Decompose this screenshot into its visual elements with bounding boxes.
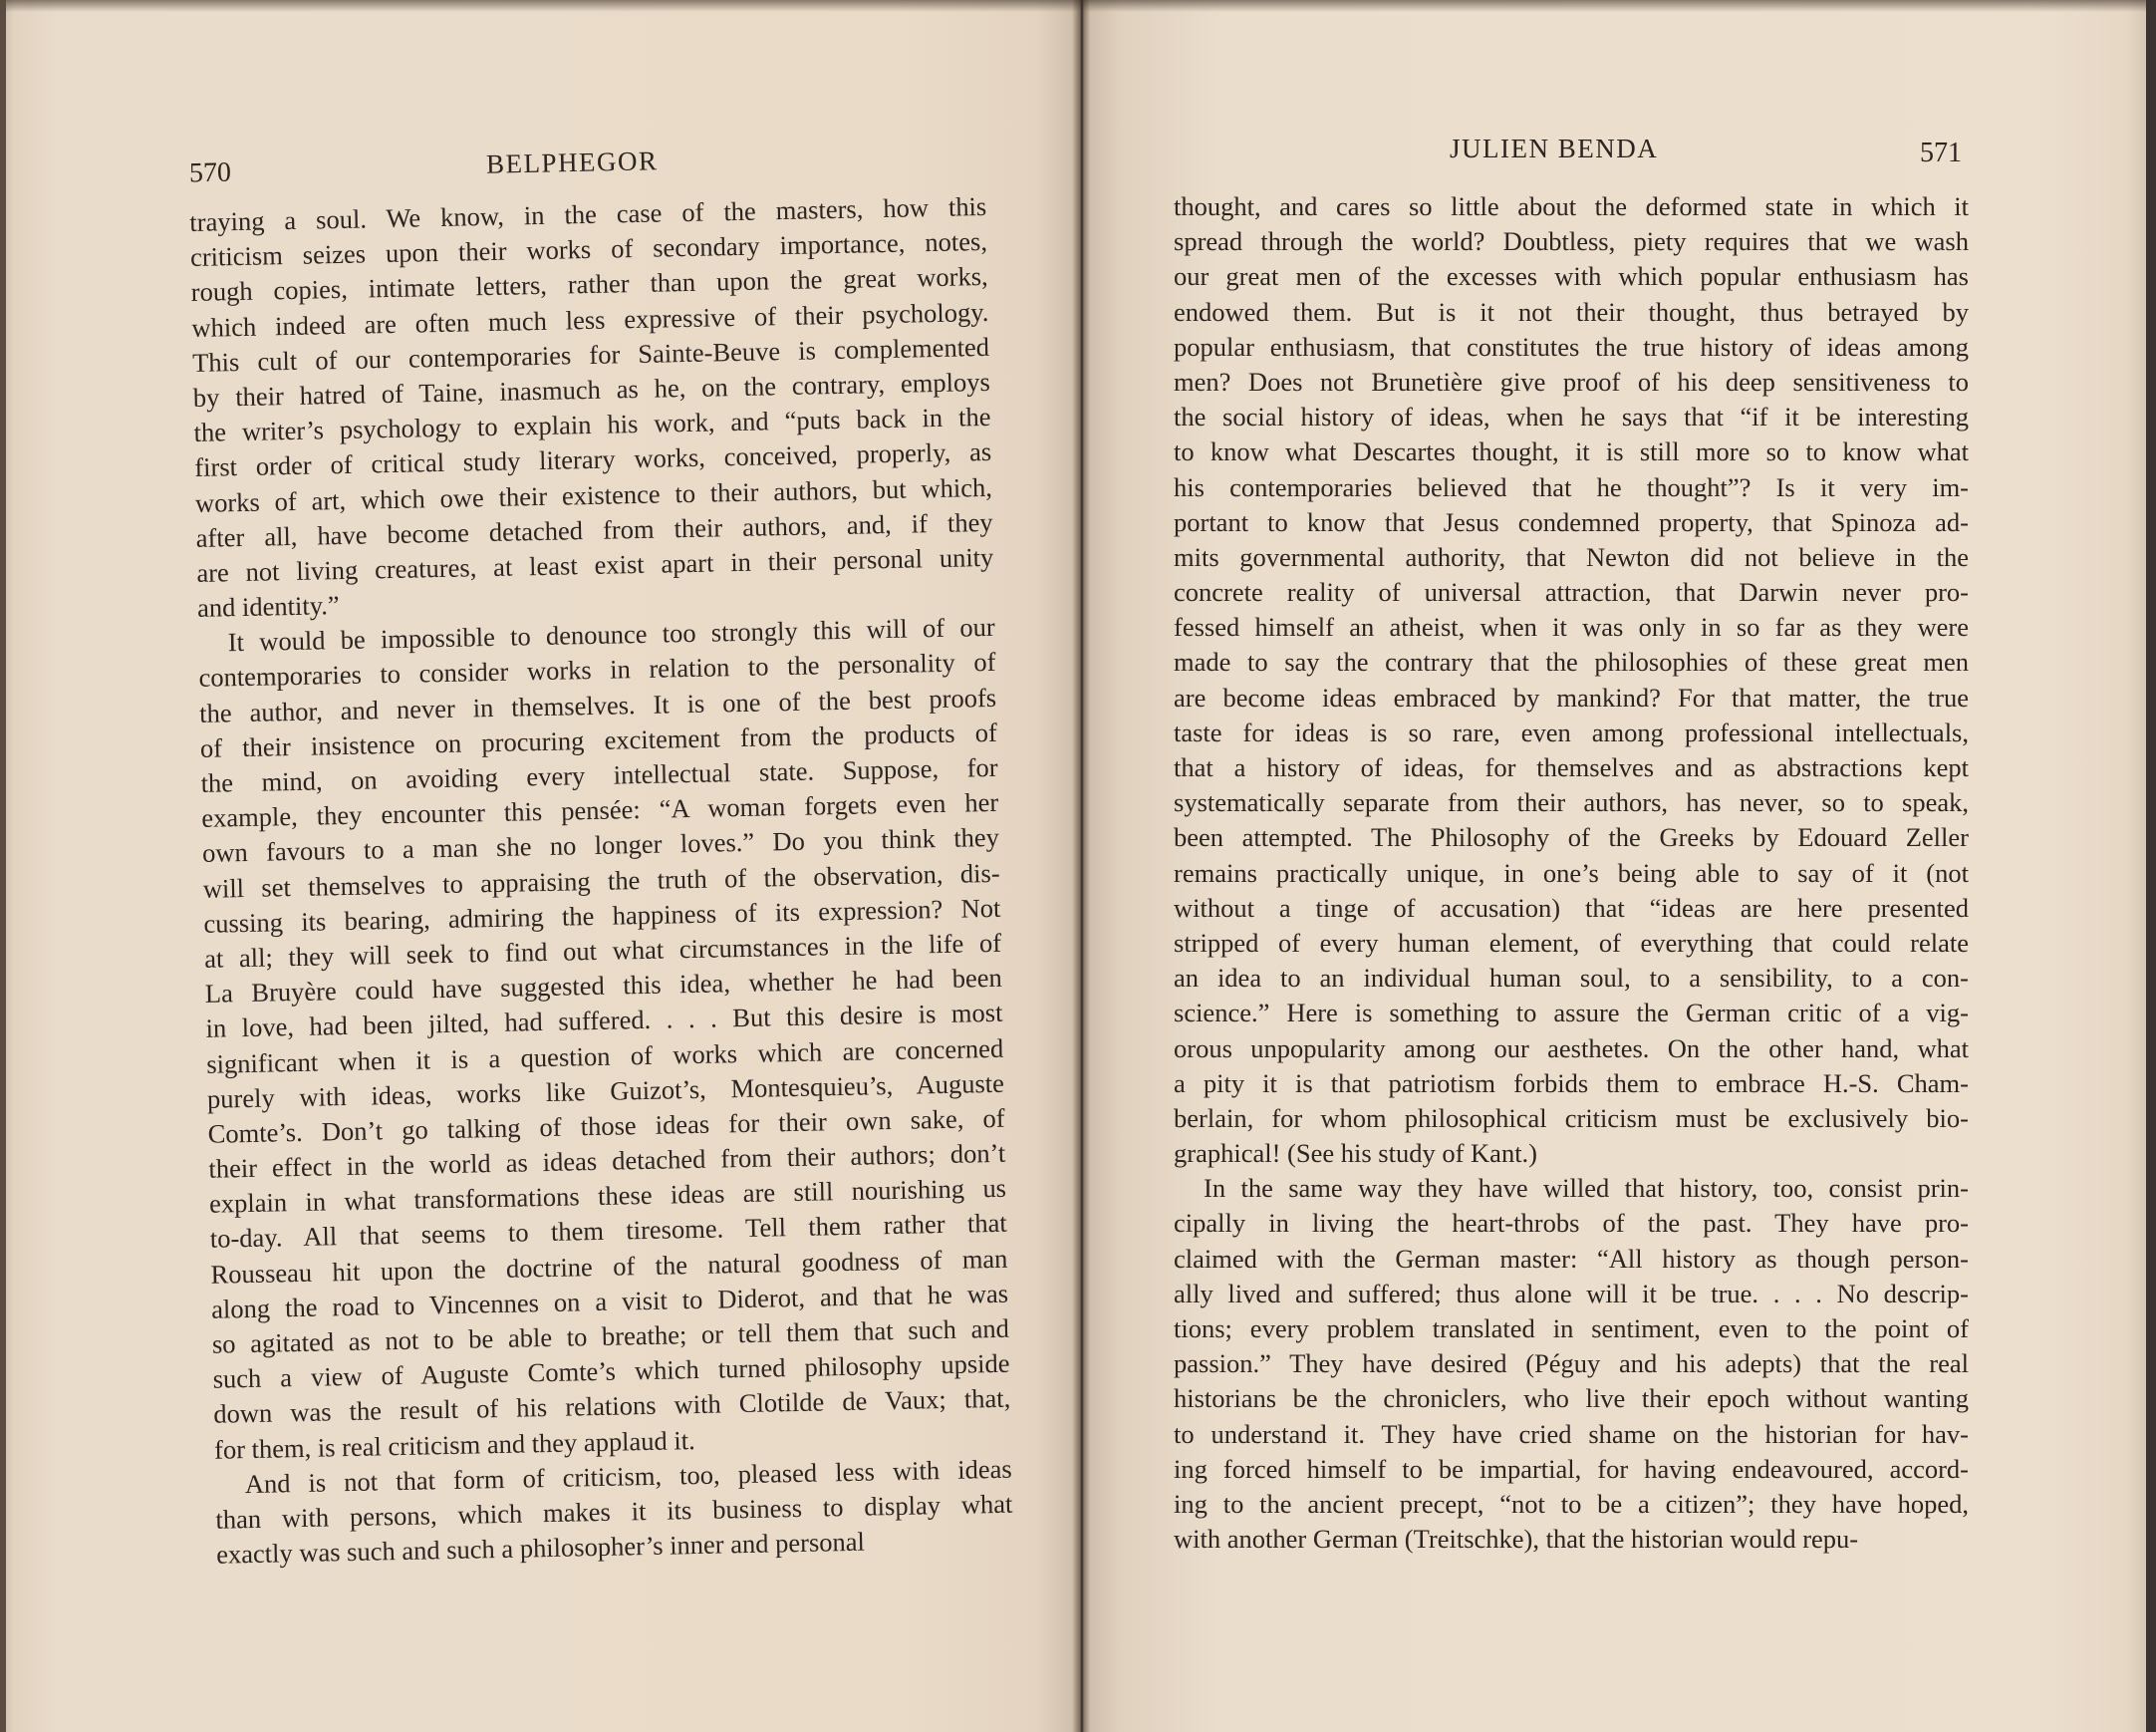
text-line: significant when it is a question of works which are concerned bbox=[205, 1032, 1004, 1079]
text-line: for them, is real criticism and they applaud it. bbox=[213, 1424, 696, 1465]
text-line: ing to the ancient precept, “not to be a citizen”; they have hoped, bbox=[1174, 1488, 1969, 1519]
text-line: the writer’s psychology to explain his work, and “puts back in the bbox=[193, 402, 991, 448]
text-line: the social history of ideas, when he says that “if it be interesting bbox=[1174, 402, 1969, 433]
text-line: taste for ideas is so rare, even among professional intellectuals, bbox=[1174, 717, 1969, 747]
top-shadow bbox=[0, 0, 2156, 12]
text-line: popular enthusiasm, that constitutes the true history of ideas among bbox=[1174, 331, 1969, 362]
text-line: rough copies, intimate letters, rather than upon the great works, bbox=[190, 261, 988, 308]
text-line: graphical! (See his study of Kant.) bbox=[1174, 1138, 1538, 1169]
book-gutter bbox=[1072, 0, 1090, 1732]
text-line: to understand it. They have cried shame on the historian for hav- bbox=[1174, 1418, 1969, 1449]
text-line: with another German (Treitschke), that the historian would repu- bbox=[1174, 1524, 1859, 1555]
text-line: than with persons, which makes it its business to display what bbox=[215, 1488, 1013, 1535]
text-line: concrete reality of universal attraction, that Darwin never pro- bbox=[1174, 577, 1969, 608]
text-line: spread through the world? Doubtless, piety requires that we wash bbox=[1174, 226, 1969, 257]
text-line: passion.” They have desired (Péguy and his adepts) that the real bbox=[1174, 1348, 1969, 1379]
text-line: historians be the chroniclers, who live their epoch without wanting bbox=[1174, 1383, 1969, 1414]
text-line: traying a soul. We know, in the case of the masters, how this bbox=[189, 190, 987, 237]
text-line: are not living creatures, at least exist apart in their personal unity bbox=[196, 541, 994, 588]
text-line: stripped of every human element, of everything that could relate bbox=[1174, 927, 1969, 958]
text-line: been attempted. The Philosophy of the Greeks by Edouard Zeller bbox=[1174, 822, 1969, 853]
text-line: ally lived and suffered; thus alone will it be true. . . . No descrip- bbox=[1174, 1278, 1969, 1308]
text-line: along the road to Vincennes on a visit to Diderot, and that he was bbox=[210, 1278, 1009, 1324]
text-line: criticism seizes upon their works of secondary importance, notes, bbox=[189, 226, 988, 273]
text-line: made to say the contrary that the philosophies of these great men bbox=[1174, 647, 1969, 678]
text-line: will set themselves to appraising the truth of the observation, dis- bbox=[202, 857, 1000, 904]
text-line: that a history of ideas, for themselves and as abstractions kept bbox=[1174, 752, 1969, 782]
text-line: his contemporaries believed that he thought”? Is it very im- bbox=[1174, 471, 1969, 502]
text-line: explain in what transformations these ideas are still nourishing us bbox=[208, 1172, 1007, 1220]
text-line: our great men of the excesses with which popular enthusiasm has bbox=[1174, 261, 1969, 292]
text-line: are become ideas embraced by mankind? For that matter, the true bbox=[1174, 682, 1969, 713]
text-line: In the same way they have willed that history, too, consist prin- bbox=[1204, 1173, 1969, 1204]
text-line: berlain, for whom philosophical criticism must be exclusively bio- bbox=[1174, 1102, 1969, 1133]
text-line: portant to know that Jesus condemned property, that Spinoza ad- bbox=[1174, 506, 1969, 537]
text-line: And is not that form of criticism, too, pleased less with ideas bbox=[244, 1453, 1012, 1499]
text-line: in love, had been jilted, had suffered. . . . But this desire is most bbox=[205, 998, 1003, 1044]
right-page bbox=[1081, 0, 2156, 1732]
text-line: to-day. All that seems to them tiresome. Tell them rather that bbox=[209, 1208, 1007, 1255]
text-line: remains practically unique, in one’s being able to say of it (not bbox=[1174, 857, 1969, 888]
running-head: BELPHEGOR bbox=[485, 145, 659, 179]
page-number: 570 bbox=[188, 156, 232, 189]
text-line: This cult of our contemporaries for Sainte-Beuve is complemented bbox=[191, 331, 990, 378]
text-line: thought, and cares so little about the deformed state in which it bbox=[1174, 191, 1969, 221]
text-line: a pity it is that patriotism forbids them to embrace H.-S. Cham- bbox=[1174, 1067, 1969, 1098]
text-line: ing forced himself to be impartial, for having endeavoured, accord- bbox=[1174, 1453, 1969, 1484]
text-line: to know what Descartes thought, it is still more so to know what bbox=[1174, 436, 1969, 467]
text-line: the author, and never in themselves. It is one of the best proofs bbox=[198, 682, 997, 728]
right-edge bbox=[2146, 0, 2156, 1732]
text-line: by their hatred of Taine, inasmuch as he, on the contrary, employs bbox=[192, 366, 991, 413]
text-line: of their insistence on procuring excitement from the products of bbox=[199, 717, 998, 763]
text-line: without a tinge of accusation) that “ideas are here presented bbox=[1174, 892, 1969, 923]
text-line: purely with ideas, works like Guizot’s, Montesquieu’s, Auguste bbox=[206, 1067, 1005, 1114]
text-line: claimed with the German master: “All history as though person- bbox=[1174, 1243, 1969, 1274]
text-line: at all; they will seek to find out what circumstances in the life of bbox=[203, 927, 1002, 974]
text-line: contemporaries to consider works in relation to the personality of bbox=[198, 647, 996, 694]
text-line: and identity.” bbox=[196, 590, 340, 623]
page-number: 571 bbox=[1920, 138, 1962, 168]
text-line: example, they encounter this pensée: “A woman forgets even her bbox=[201, 787, 999, 834]
text-line: exactly was such and such a philosopher’s inner and personal bbox=[215, 1526, 866, 1570]
text-line: men? Does not Brunetière give proof of his deep sensitiveness to bbox=[1174, 366, 1969, 397]
left-edge bbox=[0, 0, 6, 1732]
text-line: It would be impossible to denounce too strongly this will of our bbox=[227, 612, 995, 658]
body-text bbox=[1174, 189, 1969, 1557]
text-line: works of art, which owe their existence to their authors, but which, bbox=[194, 471, 993, 518]
text-line: Comte’s. Don’t go talking of those ideas for their own sake, of bbox=[207, 1102, 1005, 1149]
text-line: first order of critical study literary works, conceived, properly, as bbox=[193, 436, 992, 483]
text-line: own favours to a man she no longer loves.” Do you think they bbox=[201, 822, 1000, 869]
text-line: endowed them. But is it not their thought, thus betrayed by bbox=[1174, 296, 1969, 327]
text-line: orous unpopularity among our aesthetes. On the other hand, what bbox=[1174, 1032, 1969, 1063]
text-line: which indeed are often much less expressive of their psychology. bbox=[191, 296, 989, 343]
text-line: tions; every problem translated in sentiment, even to the point of bbox=[1174, 1313, 1969, 1343]
body-text bbox=[189, 189, 1013, 1573]
text-line: cipally in living the heart-throbs of the past. They have pro- bbox=[1174, 1208, 1969, 1239]
text-line: their effect in the world as ideas detached from their authors; don’t bbox=[208, 1137, 1006, 1184]
text-line: the mind, on avoiding every intellectual state. Suppose, for bbox=[200, 751, 998, 798]
text-line: so agitated as not to be able to breathe; or tell them that such and bbox=[211, 1312, 1010, 1359]
text-line: after all, have become detached from their authors, and, if they bbox=[195, 506, 993, 553]
text-line: cussing its bearing, admiring the happiness of its expression? Not bbox=[203, 892, 1001, 939]
text-line: Rousseau hit upon the doctrine of the natural goodness of man bbox=[210, 1243, 1008, 1290]
text-line: La Bruyère could have suggested this idea, whether he had been bbox=[204, 962, 1003, 1009]
text-line: down was the result of his relations with Clotilde de Vaux; that, bbox=[213, 1383, 1011, 1430]
text-line: science.” Here is something to assure the German critic of a vig- bbox=[1174, 998, 1969, 1028]
text-line: systematically separate from their authors, has never, so to speak, bbox=[1174, 787, 1969, 818]
text-line: mits governmental authority, that Newton did not believe in the bbox=[1174, 541, 1969, 572]
text-line: an idea to an individual human soul, to a sensibility, to a con- bbox=[1174, 963, 1969, 994]
text-line: fessed himself an atheist, when it was only in so far as they were bbox=[1174, 612, 1969, 643]
running-head: JULIEN BENDA bbox=[1450, 134, 1659, 163]
text-line: such a view of Auguste Comte’s which turned philosophy upside bbox=[212, 1347, 1010, 1394]
